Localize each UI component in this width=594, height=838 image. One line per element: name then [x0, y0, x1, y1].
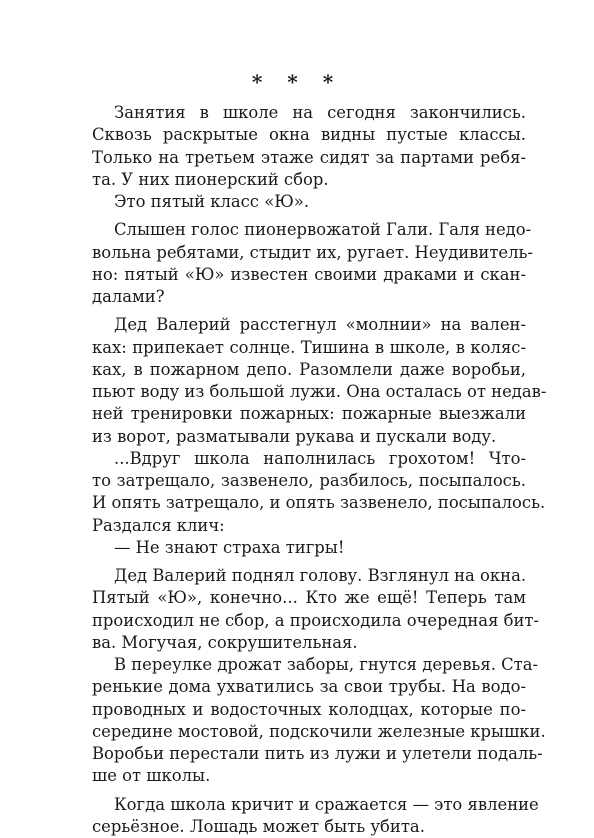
text-line: ...Вдруг школа наполнилась грохотом! Что-: [114, 448, 526, 468]
text-line: середине мостовой, подскочили железные крышки.: [92, 721, 546, 741]
text-line: Дед Валерий расстегнул «молнии» на вален-: [114, 315, 526, 335]
text-line: ках, в пожарном депо. Разомлели даже воробьи,: [92, 359, 526, 379]
text-line: ней тренировки пожарных: пожарные выезжали: [92, 404, 526, 424]
section-separator: * * *: [251, 70, 343, 94]
text-line: Только на третьем этаже сидят за партами ребя-: [92, 147, 526, 167]
text-line: — Не знают страха тигры!: [114, 537, 345, 557]
text-line: И опять затрещало, и опять зазвенело, посыпалось.: [92, 493, 546, 513]
text-line: далами?: [92, 287, 165, 306]
text-line: Воробьи перестали пить из лужи и улетели подаль-: [92, 744, 543, 763]
text-line: то затрещало, зазвенело, разбилось, посыпалось.: [92, 471, 526, 490]
text-line: Раздался клич:: [92, 515, 225, 535]
text-line: Слышен голос пионервожатой Гали. Галя недо-: [114, 220, 532, 240]
text-line: Когда школа кричит и сражается — это явление: [114, 794, 539, 814]
text-line: из ворот, разматывали рукава и пускали воду.: [92, 426, 497, 446]
text-line: Дед Валерий поднял голову. Взглянул на окна.: [114, 566, 527, 585]
text-line: проводных и водосточных колодцах, которые по-: [92, 699, 526, 719]
text-line: ше от школы.: [92, 766, 211, 786]
text-line: пьют воду из большой лужи. Она осталась от недав-: [92, 382, 547, 401]
text-line: но: пятый «Ю» известен своими драками и скан-: [92, 264, 526, 284]
body-text: [92, 102, 547, 838]
text-line: Пятый «Ю», конечно... Кто же ещё! Теперь там: [92, 588, 526, 608]
text-line: В переулке дрожат заборы, гнутся деревья. Ста-: [114, 655, 539, 674]
text-line: ренькие дома ухватились за свои трубы. На водо-: [92, 677, 526, 697]
text-line: вольна ребятами, стыдит их, ругает. Неудивитель-: [92, 242, 533, 262]
text-line: ва. Могучая, сокрушительная.: [92, 632, 358, 652]
text-line: Сквозь раскрытые окна видны пустые классы.: [92, 125, 526, 145]
text-line: та. У них пионерский сбор.: [92, 169, 329, 189]
text-line: Это пятый класс «Ю».: [114, 192, 310, 211]
text-line: серьёзное. Лошадь может быть убита.: [92, 816, 425, 836]
text-line: происходил не сбор, а происходила очередная бит-: [92, 610, 540, 630]
text-line: Занятия в школе на сегодня закончились.: [114, 103, 526, 122]
text-line: ках: припекает солнце. Тишина в школе, в коляс-: [92, 337, 526, 357]
